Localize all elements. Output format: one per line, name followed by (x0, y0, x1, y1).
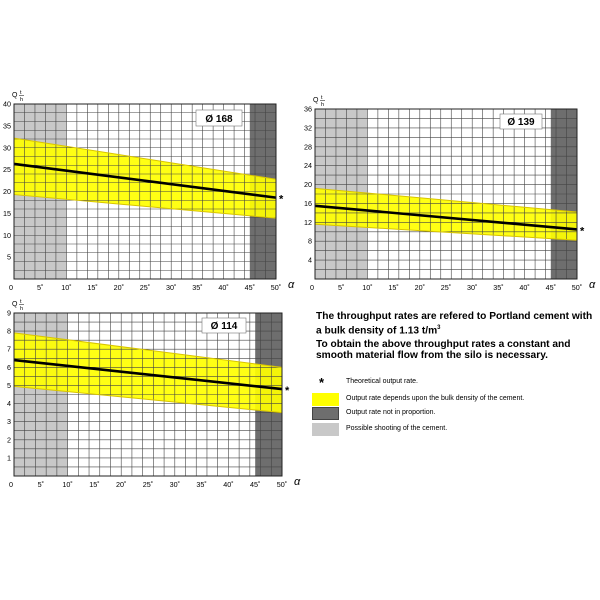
y-tick-label: 1 (7, 453, 11, 463)
legend-label-shooting: Possible shooting of the cement. (346, 425, 448, 432)
x-tick-label: 20˚ (113, 283, 124, 292)
x-tick-label: 15˚ (89, 480, 100, 489)
y-tick-label: 30 (3, 143, 11, 153)
y-axis-label (12, 299, 24, 312)
legend-swatch-light (312, 423, 339, 436)
x-tick-label: 25˚ (139, 283, 151, 292)
x-tick-label: 5˚ (36, 283, 44, 292)
y-tick-label: 20 (3, 187, 11, 196)
x-tick-label: 35˚ (493, 283, 504, 292)
note-bulk-density: The throughput rates are refered to Portland cement with a bulk density of 1.13 t/m (316, 311, 593, 336)
theoretical-marker: * (279, 193, 284, 206)
x-tick-label: 50˚ (276, 480, 288, 489)
legend-item-theoretical (312, 376, 598, 390)
legend-item-shooting (312, 423, 598, 437)
x-tick-label: 45˚ (244, 283, 255, 292)
y-axis-label (12, 90, 24, 103)
x-tick-label: 15˚ (87, 283, 98, 292)
chart-title: Ø 168 (205, 114, 233, 125)
note-bulk-density-exponent: 3 (437, 324, 441, 331)
x-tick-label: 40˚ (519, 283, 530, 292)
y-tick-label: 5 (7, 380, 11, 390)
x-tick-labels (9, 480, 287, 489)
x-tick-label: 5˚ (337, 283, 345, 292)
y-tick-label: 10 (3, 230, 11, 240)
chart-title: Ø 139 (507, 117, 535, 128)
x-tick-label: 10˚ (61, 283, 72, 292)
x-tick-label: 0 (9, 283, 13, 292)
x-tick-labels (310, 283, 582, 292)
x-tick-label: 30˚ (467, 283, 478, 292)
y-tick-labels (304, 105, 312, 265)
svg-text:h: h (321, 102, 325, 108)
y-axis-label (313, 95, 325, 108)
legend-label-theoretical: Theoretical output rate. (346, 378, 418, 385)
svg-text:Q: Q (12, 301, 18, 308)
x-tick-label: 0 (9, 480, 13, 489)
svg-text:t: t (20, 299, 22, 305)
theoretical-marker: * (580, 225, 585, 238)
x-tick-label: 25˚ (142, 480, 154, 489)
x-tick-labels (9, 283, 281, 292)
x-tick-label: 50˚ (270, 283, 282, 292)
svg-text:t: t (321, 95, 323, 101)
x-tick-label: 5˚ (37, 480, 45, 489)
y-tick-label: 9 (7, 308, 11, 318)
legend-label-not-proportional: Output rate not in proportion. (346, 409, 436, 416)
x-tick-label: 10˚ (62, 480, 73, 489)
svg-text:h: h (20, 97, 24, 103)
chart-title: Ø 114 (210, 321, 238, 332)
svg-text:t: t (20, 90, 22, 96)
x-tick-label: 25˚ (440, 283, 452, 292)
chart-d168 (1, 90, 295, 292)
y-tick-label: 15 (3, 208, 11, 218)
y-tick-labels (7, 309, 11, 463)
theoretical-marker: * (285, 385, 290, 398)
y-tick-label: 4 (7, 399, 11, 409)
x-axis-label: α (589, 279, 596, 291)
chart-d139 (304, 95, 596, 292)
y-tick-label: 8 (308, 236, 312, 246)
y-tick-label: 28 (304, 142, 312, 152)
y-tick-label: 35 (3, 121, 11, 131)
y-tick-label: 7 (7, 344, 11, 354)
y-tick-label: 16 (304, 198, 312, 208)
y-tick-label: 24 (304, 161, 312, 171)
legend-label-bulk-density: Output rate depends upon the bulk density of the cement. (346, 395, 525, 402)
x-tick-label: 35˚ (192, 283, 203, 292)
y-tick-label: 32 (304, 123, 312, 133)
x-axis-label: α (288, 279, 295, 291)
y-tick-label: 3 (7, 417, 11, 427)
y-tick-label: 25 (3, 165, 11, 175)
svg-text:Q: Q (12, 92, 18, 99)
y-tick-label: 20 (304, 180, 312, 190)
svg-text:h: h (20, 306, 24, 312)
x-tick-label: 20˚ (414, 283, 425, 292)
x-tick-label: 45˚ (250, 480, 261, 489)
x-tick-label: 20˚ (116, 480, 127, 489)
x-tick-label: 30˚ (166, 283, 177, 292)
x-axis-label: α (294, 476, 301, 488)
svg-text:Q: Q (313, 97, 319, 104)
y-tick-label: 12 (304, 217, 312, 227)
legend-swatch-yellow (312, 393, 339, 406)
legend-item-not-proportional (312, 407, 598, 421)
x-tick-label: 40˚ (218, 283, 229, 292)
y-tick-labels (1, 100, 12, 262)
x-tick-label: 50˚ (571, 283, 583, 292)
x-tick-label: 15˚ (388, 283, 399, 292)
x-tick-label: 35˚ (196, 480, 207, 489)
y-tick-label: 40 (3, 99, 11, 109)
y-tick-label: 2 (7, 435, 11, 445)
y-tick-label: 4 (308, 255, 312, 265)
y-tick-label: 5 (7, 252, 11, 262)
x-tick-label: 45˚ (545, 283, 556, 292)
x-tick-label: 30˚ (169, 480, 180, 489)
throughput-note (316, 311, 598, 364)
star-icon: * (319, 375, 325, 390)
chart-d114 (7, 299, 301, 489)
y-tick-label: 8 (7, 326, 11, 336)
legend-item-bulk-density (312, 393, 598, 407)
x-tick-label: 10˚ (362, 283, 373, 292)
x-tick-label: 0 (310, 283, 314, 292)
x-tick-label: 40˚ (223, 480, 234, 489)
y-tick-label: 6 (7, 362, 11, 372)
y-tick-label: 36 (304, 104, 312, 114)
legend-swatch-dark (312, 407, 339, 420)
note-material-flow: To obtain the above throughput rates a constant and smooth material flow from the silo is necessary. (316, 338, 571, 362)
